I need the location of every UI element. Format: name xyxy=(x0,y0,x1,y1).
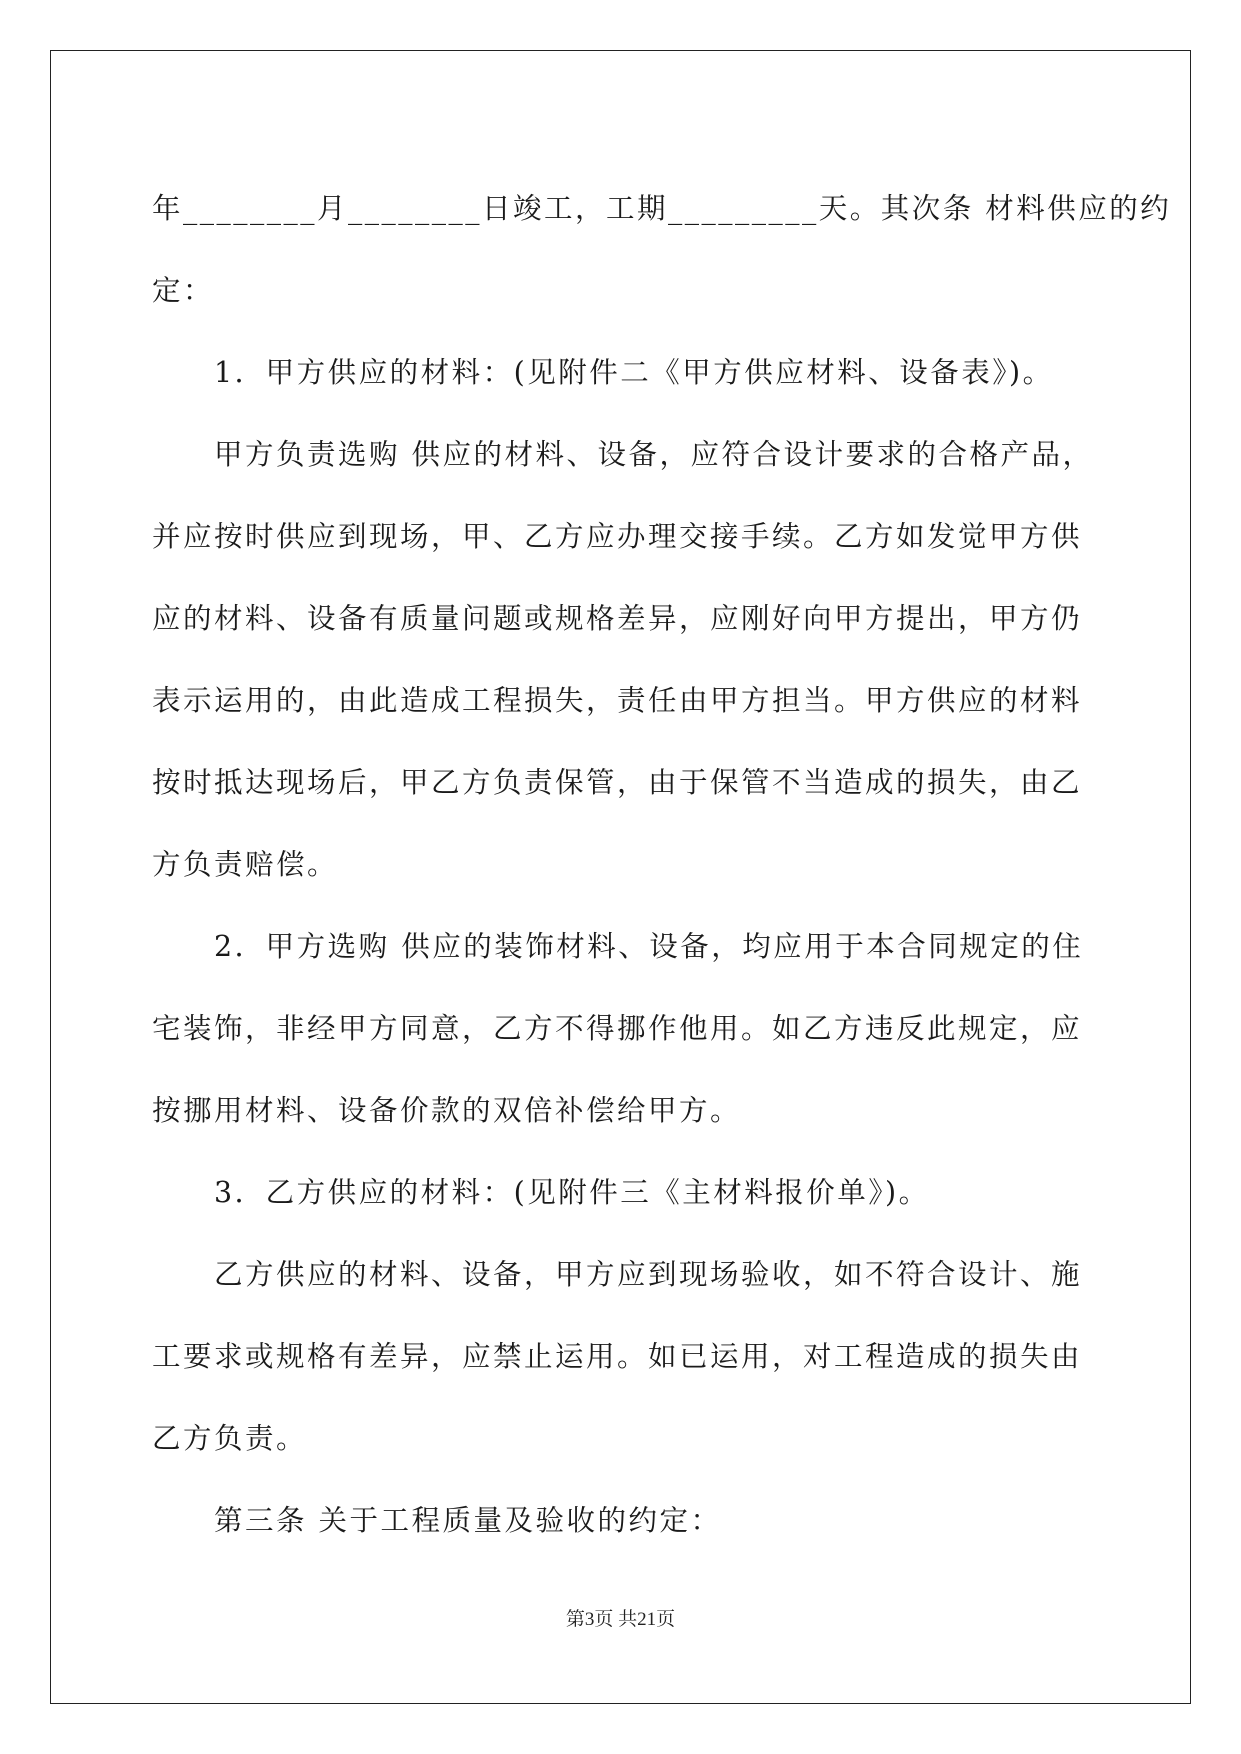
text-line: 年________月________日竣工，工期_________天。其次条 材料供应的约 xyxy=(152,192,1172,225)
text-line: 方负责赔偿。 xyxy=(152,848,339,881)
text-line: 按时抵达现场后，甲乙方负责保管，由于保管不当造成的损失，由乙 xyxy=(152,766,1083,799)
text-line: 宅装饰，非经甲方同意，乙方不得挪作他用。如乙方违反此规定，应 xyxy=(152,1012,1083,1045)
text-line: 表示运用的，由此造成工程损失，责任由甲方担当。甲方供应的材料 xyxy=(152,684,1083,717)
text-line: 3．乙方供应的材料：(见附件三《主材料报价单》)。 xyxy=(214,1176,930,1209)
text-line: 甲方负责选购 供应的材料、设备，应符合设计要求的合格产品， xyxy=(214,438,1094,471)
page-number: 第3页 共21页 xyxy=(565,1609,676,1630)
text-line: 应的材料、设备有质量问题或规格差异，应刚好向甲方提出，甲方仍 xyxy=(152,602,1083,635)
text-line: 乙方供应的材料、设备，甲方应到现场验收，如不符合设计、施 xyxy=(214,1258,1083,1291)
section-heading: 第三条 关于工程质量及验收的约定： xyxy=(214,1504,722,1537)
text-line: 乙方负责。 xyxy=(152,1422,308,1455)
text-line: 按挪用材料、设备价款的双倍补偿给甲方。 xyxy=(152,1094,742,1127)
text-line: 定： xyxy=(152,274,215,307)
text-line: 2．甲方选购 供应的装饰材料、设备，均应用于本合同规定的住 xyxy=(214,930,1084,963)
text-line: 1．甲方供应的材料：(见附件二《甲方供应材料、设备表》)。 xyxy=(214,356,1054,389)
text-line: 并应按时供应到现场，甲、乙方应办理交接手续。乙方如发觉甲方供 xyxy=(152,520,1083,553)
text-line: 工要求或规格有差异，应禁止运用。如已运用，对工程造成的损失由 xyxy=(152,1340,1083,1373)
document-body xyxy=(152,168,1172,1562)
